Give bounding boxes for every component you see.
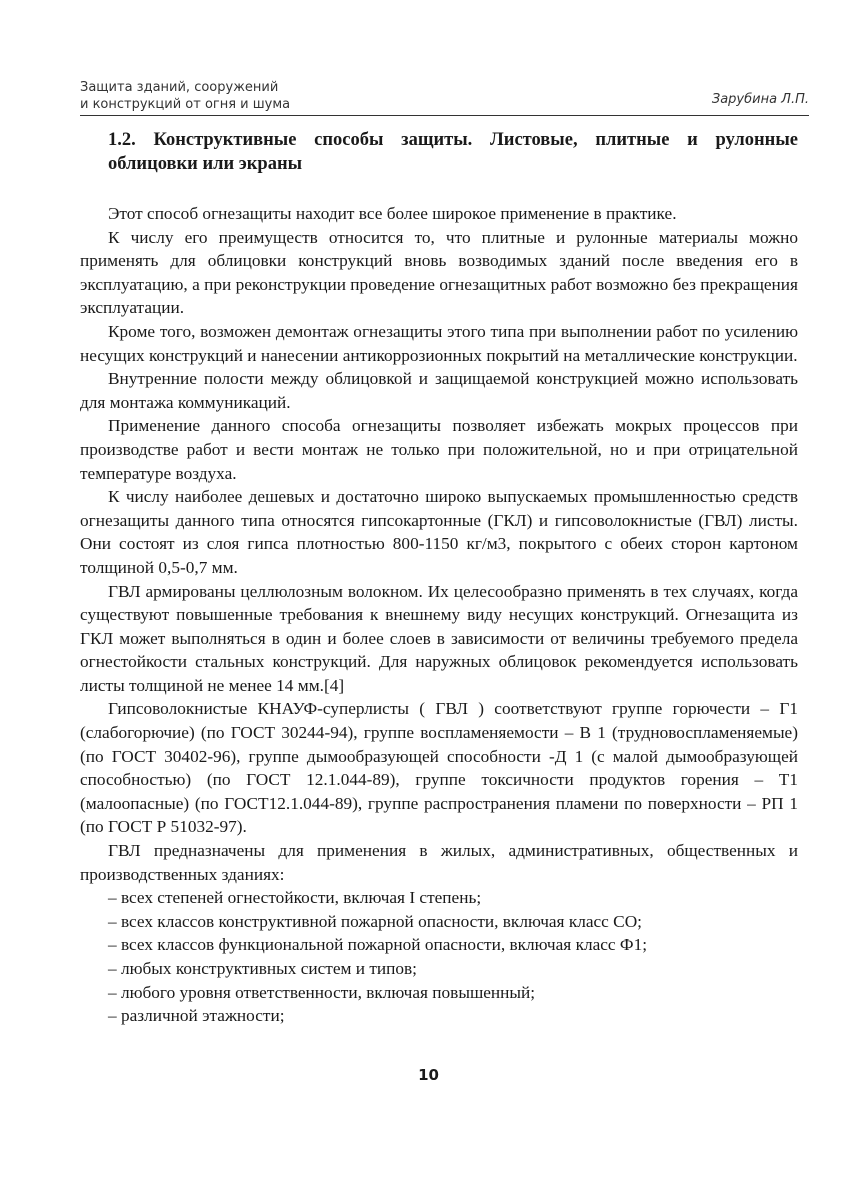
paragraph: К числу наиболее дешевых и достаточно широко выпускаемых промышленностью средств огнезащиты данного типа относятся гипсокартонные (ГКЛ) и гипсоволокнистые (ГВЛ) листы. Они состоят из слоя гипса плотностью 800-1150 кг/м3, покрытого с обеих сторон картоном толщиной 0,5-0,7 мм.	[80, 487, 798, 577]
header-divider	[80, 115, 809, 116]
header-author: Зарубина Л.П.	[711, 92, 809, 107]
list-item: – любого уровня ответственности, включая повышенный;	[108, 982, 536, 1002]
paragraph: ГВЛ предназначены для применения в жилых, административных, общественных и производственных зданиях:	[80, 841, 798, 884]
body-text	[80, 202, 798, 1028]
list-item: – всех классов конструктивной пожарной опасности, включая класс СО;	[108, 911, 642, 931]
header-title-line-1: Защита зданий, сооружений	[80, 80, 279, 95]
header-book-title	[80, 79, 290, 113]
list-item: – всех классов функциональной пожарной опасности, включая класс Ф1;	[108, 935, 648, 955]
paragraph: К числу его преимуществ относится то, что плитные и рулонные материалы можно применять для облицовки конструкций вновь возводимых зданий после введения его в эксплуатацию, а при реконструкции проведение огнезащитных работ возможно без прекращения эксплуатации.	[80, 227, 798, 318]
list-item: – всех степеней огнестойкости, включая I степень;	[108, 888, 482, 908]
list-item: – любых конструктивных систем и типов;	[108, 959, 417, 978]
paragraph: Применение данного способа огнезащиты позволяет избежать мокрых процессов при производстве работ и вести монтаж не только при положительной, но и при отрицательной температуре воздуха.	[80, 416, 798, 483]
paragraph: Внутренние полости между облицовкой и защищаемой конструкцией можно использовать для монтажа коммуникаций.	[80, 369, 798, 412]
paragraph: Гипсоволокнистые КНАУФ-суперлисты ( ГВЛ ) соответствуют группе горючести – Г1 (слабогорючие) (по ГОСТ 30244-94), группе воспламеняемости – В 1 (трудновоспламеняемые) (по ГОСТ 30402-96), группе дымообразующей способности -Д 1 (с малой дымообразующей способностью) (по ГОСТ 12.1.044-89), группе токсичности продуктов горения – Т1 (малоопасные) (по ГОСТ12.1.044-89), группе распространения пламени по поверхности – РП 1 (по ГОСТ Р 51032-97).	[80, 699, 798, 837]
running-header	[80, 79, 809, 113]
page-number: 10	[418, 1066, 439, 1084]
paragraph: ГВЛ армированы целлюлозным волокном. Их целесообразно применять в тех случаях, когда существуют повышенные требования к внешнему виду несущих конструкций. Огнезащита из ГКЛ может выполняться в один и более слоев в зависимости от величины требуемого предела огнестойкости стальных конструкций. Для наружных облицовок рекомендуется использовать листы толщиной не менее 14 мм.[4]	[80, 581, 798, 695]
paragraph: Кроме того, возможен демонтаж огнезащиты этого типа при выполнении работ по усилению несущих конструкций и нанесении антикоррозионных покрытий на металлические конструкции.	[80, 321, 798, 365]
paragraph: Этот способ огнезащиты находит все более широкое применение в практике.	[108, 204, 677, 223]
list-item: – различной этажности;	[108, 1006, 285, 1026]
section-title: 1.2. Конструктивные способы защиты. Листовые, плитные и рулонные облицовки или экраны	[108, 130, 798, 174]
header-title-line-2: и конструкций от огня и шума	[80, 97, 291, 112]
